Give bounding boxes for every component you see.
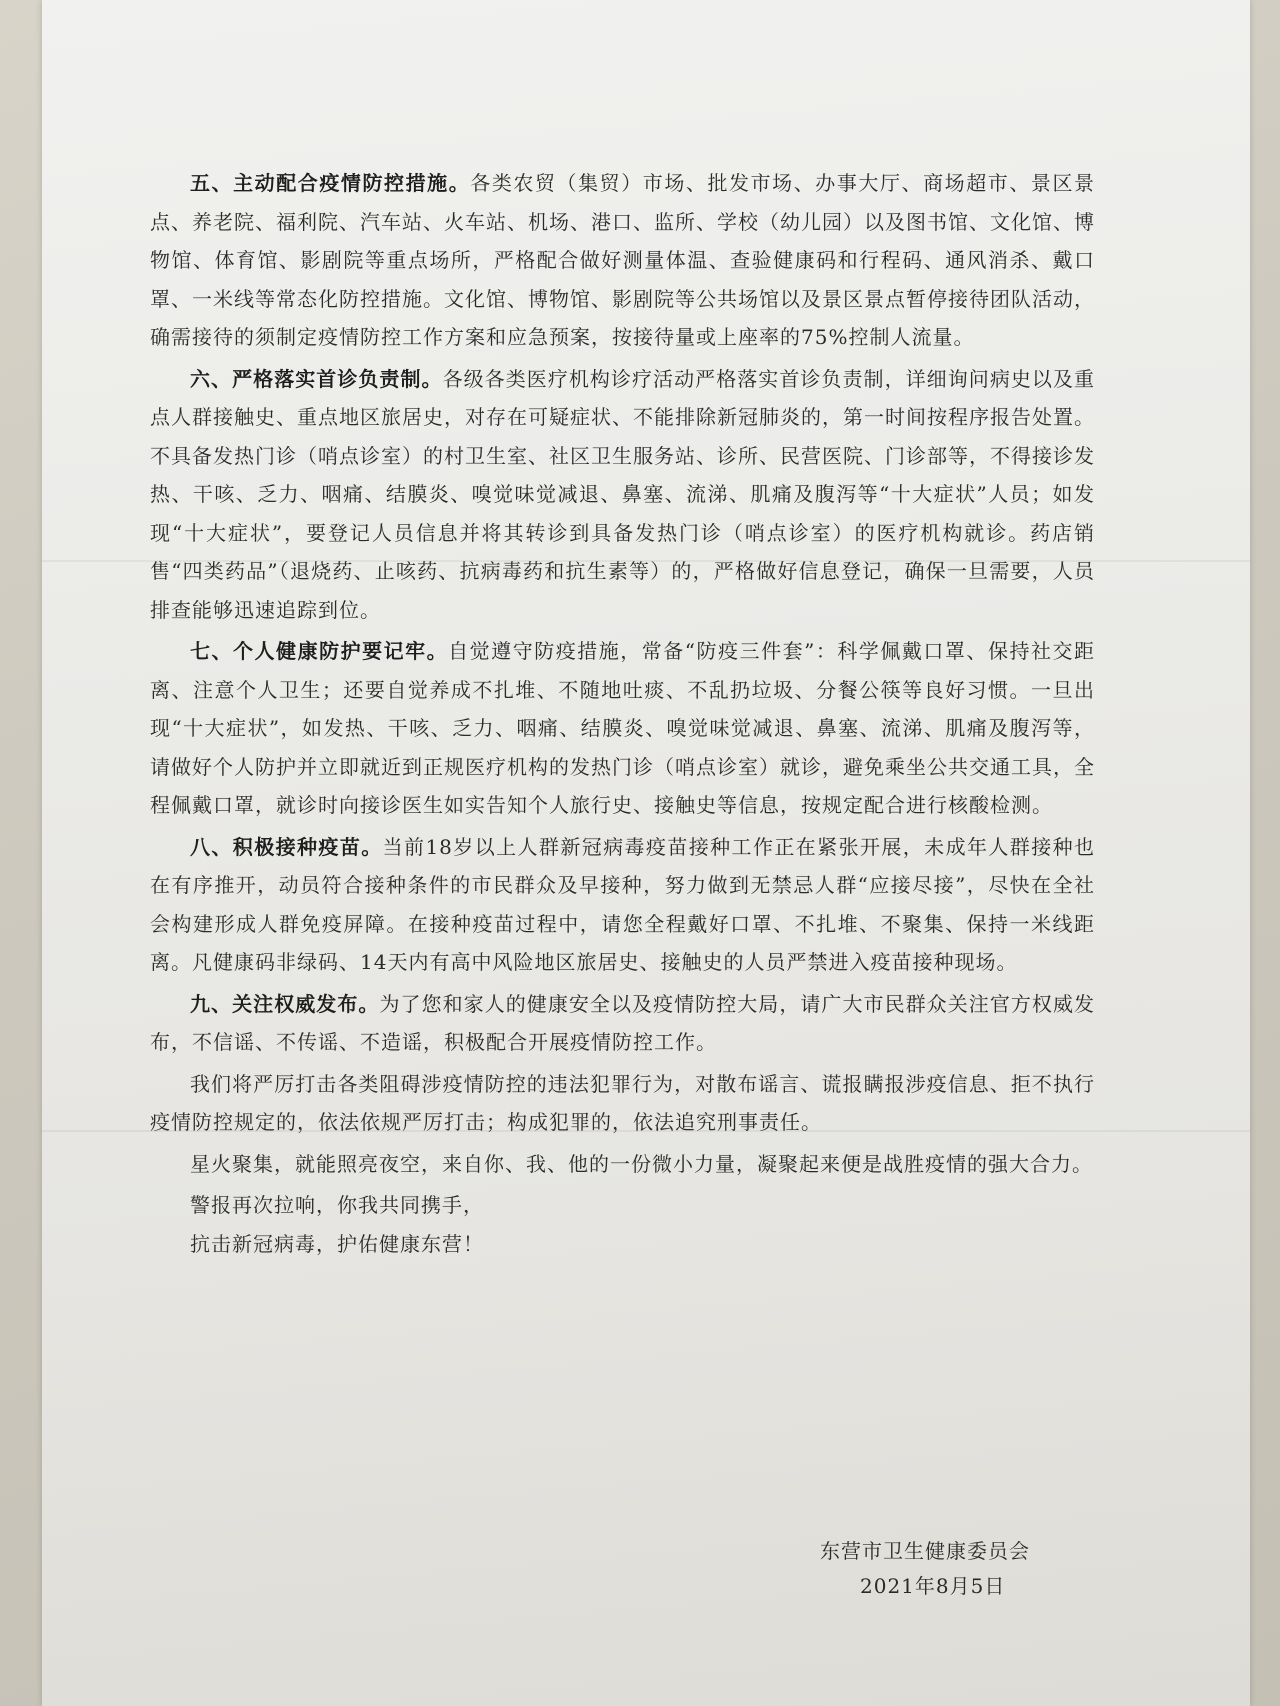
section-8-text: 当前18岁以上人群新冠病毒疫苗接种工作正在紧张开展，未成年人群接种也在有序推开，动员符合接种条件的市民群众及早接种，努力做到无禁忌人群“应接尽接”，尽快在全社会构建形成人群免疫屏障。在接种疫苗过程中，请您全程戴好口罩、不扎堆、不聚集、保持一米线距离。凡健康码非绿码、14天内有高中风险地区旅居史、接触史的人员严禁进入疫苗接种现场。 [150,834,1096,974]
section-5-text: 各类农贸（集贸）市场、批发市场、办事大厅、商场超市、景区景点、养老院、福利院、汽车站、火车站、机场、港口、监所、学校（幼儿园）以及图书馆、文化馆、博物馆、体育馆、影剧院等重点场所，严格配合做好测量体温、查验健康码和行程码、通风消杀、戴口罩、一米线等常态化防控措施。文化馆、博物馆、影剧院等公共场馆以及景区景点暂停接待团队活动，确需接待的须制定疫情防控工作方案和应急预案，按接待量或上座率的75%控制人流量。 [150,171,1096,349]
signature-block [820,1534,1030,1604]
section-9-heading: 九、关注权威发布。 [190,991,380,1016]
section-6-heading: 六、严格落实首诊负责制。 [190,366,443,391]
notice-body [150,164,1095,1263]
section-5 [150,164,1095,357]
issue-date: 2021年8月5日 [860,1574,1006,1598]
alarm-line: 警报再次拉响，你我共同携手， [190,1193,484,1217]
section-6 [150,360,1095,630]
section-8 [150,828,1095,982]
section-8-heading: 八、积极接种疫苗。 [190,834,383,859]
issuer-name: 东营市卫生健康委员会 [820,1539,1030,1563]
fight-line: 抗击新冠病毒，护佑健康东营！ [190,1231,484,1256]
section-7-heading: 七、个人健康防护要记牢。 [190,639,449,663]
section-5-heading: 五、主动配合疫情防控措施。 [190,171,471,195]
section-9-text: 为了您和家人的健康安全以及疫情防控大局，请广大市民群众关注官方权威发布，不信谣、不传谣、不造谣，积极配合开展疫情防控工作。 [150,991,1096,1054]
section-7-text: 自觉遵守防疫措施，常备“防疫三件套”：科学佩戴口罩、保持社交距离、注意个人卫生；还要自觉养成不扎堆、不随地吐痰、不乱扔垃圾、分餐公筷等良好习惯。一旦出现“十大症状”，如发热、干咳、乏力、咽痛、结膜炎、嗅觉味觉减退、鼻塞、流涕、肌痛及腹泻等，请做好个人防护并立即就近到正规医疗机构的发热门诊（哨点诊室）就诊，避免乘坐公共交通工具，全程佩戴口罩，就诊时向接诊医生如实告知个人旅行史、接触史等信息，按规定配合进行核酸检测。 [150,639,1095,817]
section-6-text: 各级各类医疗机构诊疗活动严格落实首诊负责制，详细询问病史以及重点人群接触史、重点地区旅居史，对存在可疑症状、不能排除新冠肺炎的，第一时间按程序报告处置。不具备发热门诊（哨点诊室）的村卫生室、社区卫生服务站、诊所、民营医院、门诊部等，不得接诊发热、干咳、乏力、咽痛、结膜炎、嗅觉味觉减退、鼻塞、流涕、肌痛及腹泻等“十大症状”人员；如发现“十大症状”，要登记人员信息并将其转诊到具备发热门诊（哨点诊室）的医疗机构就诊。药店销售“四类药品”（退烧药、止咳药、抗病毒药和抗生素等）的，严格做好信息登记，确保一旦需要，人员排查能够迅速追踪到位。 [150,366,1096,622]
section-9 [150,985,1095,1062]
crackdown-paragraph: 我们将严厉打击各类阻碍涉疫情防控的违法犯罪行为，对散布谣言、谎报瞒报涉疫信息、拒不执行疫情防控规定的，依法依规严厉打击；构成犯罪的，依法追究刑事责任。 [150,1071,1095,1134]
spark-paragraph: 星火聚集，就能照亮夜空，来自你、我、他的一份微小力量，凝聚起来便是战胜疫情的强大合力。 [190,1151,1093,1176]
section-7 [150,632,1095,825]
